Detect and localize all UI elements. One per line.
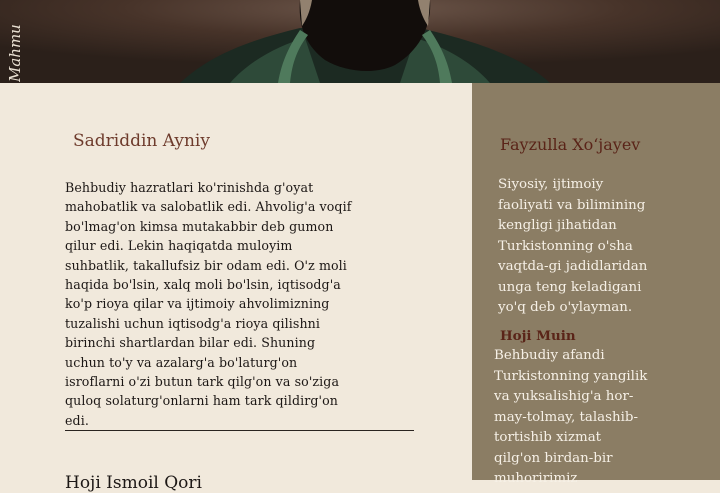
quote-line: quloq solaturg'onlarni ham tark qildirg'on (65, 393, 338, 409)
quote-line: may-tolmay, talashib- (494, 409, 638, 425)
quote-line: vaqtda-gi jadidlaridan (498, 259, 648, 274)
quote-line: kengligi jihatidan (498, 218, 617, 233)
quote-line: tortishib xizmat (494, 430, 602, 445)
quote-line: tuzalishi uchun iqtisodg'a rioya qilishni (65, 315, 321, 331)
section-divider (65, 430, 414, 431)
quote-line: Siyosiy, ijtimoiy (498, 177, 604, 192)
quote-line: faoliyati va bilimining (498, 197, 646, 213)
second-author-heading: Hoji Muin (500, 328, 576, 344)
quote-line: uchun to'y va azalarg'a bo'laturg'on (65, 354, 298, 370)
quote-line: muhoririmiz (494, 471, 578, 486)
portrait-banner (0, 0, 720, 83)
quote-line: ko'p rioya qilar va ijtimoiy ahvolimizning (65, 296, 330, 312)
quote-line: va yuksalishig'a hor- (494, 389, 634, 404)
quote-author-heading: Sadriddin Ayniy (73, 131, 210, 151)
quote-author-heading: Fayzulla Xoʻjayev (500, 135, 641, 154)
quote-line: suhbatlik, takallufsiz bir odam edi. O'z moli (65, 257, 347, 273)
quote-line: qilg'on birdan-bir (494, 450, 613, 466)
quote-line: yo'q deb o'ylayman. (498, 300, 633, 315)
second-quote-text (494, 346, 709, 490)
quote-line: Turkistonning o'sha (498, 238, 633, 254)
quote-line: isroflarni o'zi butun tark qilg'on va so'ziga (65, 374, 340, 390)
portrait-image (0, 0, 720, 83)
quote-line: unga teng keladigani (498, 279, 642, 295)
quote-text (498, 175, 708, 319)
quote-line: mahobatlik va salobatlik edi. Ahvolig'a voqif (65, 199, 352, 215)
quote-line: Behbudiy afandi (494, 348, 605, 363)
quote-line: birinchi shartlardan bilar edi. Shuning (65, 335, 316, 351)
banner-side-text: Mahmu (6, 24, 24, 82)
quote-line: bo'lmag'on kimsa mutakabbir deb gumon (65, 218, 334, 234)
left-column (0, 83, 472, 493)
quote-line: Behbudiy hazratlari ko'rinishda g'oyat (65, 180, 314, 195)
next-author-heading: Hoji Ismoil Qori (65, 473, 202, 493)
quote-line: edi. (65, 412, 89, 428)
right-column (472, 83, 720, 486)
quote-line: qilur edi. Lekin haqiqatda muloyim (65, 238, 293, 254)
quote-line: haqida bo'lsin, xalq moli bo'lsin, iqtisodg'a (65, 277, 341, 293)
quote-line: Turkistonning yangilik (494, 368, 648, 384)
quote-text (65, 178, 415, 430)
